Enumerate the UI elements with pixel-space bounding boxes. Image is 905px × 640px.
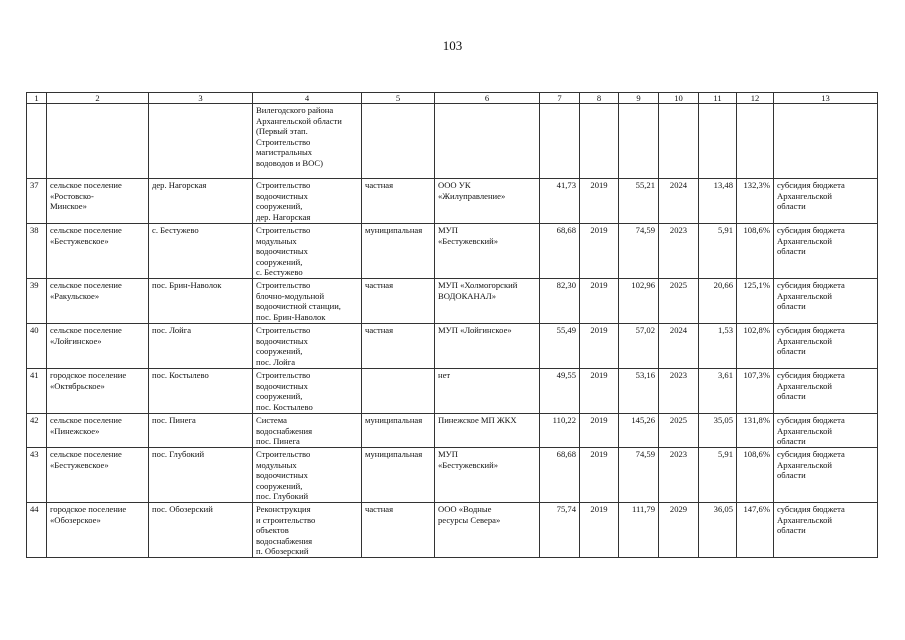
cell-funding: субсидия бюджета Архангельской области — [774, 323, 878, 368]
cell-year-target: 2023 — [659, 224, 699, 279]
data-table — [26, 92, 878, 558]
cell-cost-base: 55,49 — [540, 323, 580, 368]
cell-funding: субсидия бюджета Архангельской области — [774, 368, 878, 413]
column-header: 2 — [47, 93, 149, 104]
cell-year-base: 2019 — [580, 179, 619, 224]
column-header: 13 — [774, 93, 878, 104]
cell-year-base: 2019 — [580, 224, 619, 279]
table-row — [27, 323, 878, 368]
cell-number: 43 — [27, 447, 47, 502]
cell-settlement: сельское поселение «Бестужевское» — [47, 447, 149, 502]
cell-year-target: 2024 — [659, 323, 699, 368]
cell-locality: пос. Пинега — [149, 413, 253, 447]
cell-year-target: 2025 — [659, 278, 699, 323]
cell-settlement: сельское поселение «Ростовско- Минское» — [47, 179, 149, 224]
cell-number — [27, 104, 47, 179]
cell-year — [659, 104, 699, 179]
cell-year-base: 2019 — [580, 323, 619, 368]
cell-cost-base: 41,73 — [540, 179, 580, 224]
column-header: 10 — [659, 93, 699, 104]
cell-project: Строительство блочно-модульной водоочистной станции, пос. Брин-Наволок — [253, 278, 362, 323]
cell-settlement: сельское поселение «Бестужевское» — [47, 224, 149, 279]
column-header: 12 — [737, 93, 774, 104]
cell-locality: с. Бестужево — [149, 224, 253, 279]
column-header: 7 — [540, 93, 580, 104]
column-header: 1 — [27, 93, 47, 104]
cell-cost-increase: 1,53 — [699, 323, 737, 368]
cell-settlement: сельское поселение «Лойгинское» — [47, 323, 149, 368]
cell-year-target: 2023 — [659, 368, 699, 413]
cell-locality: пос. Брин-Наволок — [149, 278, 253, 323]
cell-locality: дер. Нагорская — [149, 179, 253, 224]
table-row — [27, 278, 878, 323]
cell-cost-increase: 35,05 — [699, 413, 737, 447]
cell-ownership: частная — [362, 502, 435, 557]
cell-year-target: 2025 — [659, 413, 699, 447]
cell-year-target: 2023 — [659, 447, 699, 502]
cell-number: 44 — [27, 502, 47, 557]
column-header: 11 — [699, 93, 737, 104]
cell-ownership: муниципальная — [362, 224, 435, 279]
cell-operator: Пинежское МП ЖКХ — [435, 413, 540, 447]
cell-ownership: частная — [362, 323, 435, 368]
cell-operator: нет — [435, 368, 540, 413]
continuation-row — [27, 104, 878, 179]
cell-cost-target: 57,02 — [619, 323, 659, 368]
cell-percent: 102,8% — [737, 323, 774, 368]
cell-operator: МУП «Лойгинское» — [435, 323, 540, 368]
cell-percent: 107,3% — [737, 368, 774, 413]
cell-value — [619, 104, 659, 179]
cell-project: Строительство водоочистных сооружений, пос. Костылево — [253, 368, 362, 413]
cell-cost-target: 102,96 — [619, 278, 659, 323]
cell-cost-base: 75,74 — [540, 502, 580, 557]
cell-locality: пос. Глубокий — [149, 447, 253, 502]
table-row — [27, 447, 878, 502]
cell-percent: 147,6% — [737, 502, 774, 557]
cell-year-target: 2029 — [659, 502, 699, 557]
cell-settlement: городское поселение «Октябрьское» — [47, 368, 149, 413]
cell-settlement — [47, 104, 149, 179]
cell-funding: субсидия бюджета Архангельской области — [774, 413, 878, 447]
cell-project: Строительство модульных водоочистных сооружений, с. Бестужево — [253, 224, 362, 279]
cell-funding: субсидия бюджета Архангельской области — [774, 447, 878, 502]
cell-project: Вилегодского района Архангельской области (Первый этап. Строительство магистральных водоводов и ВОС) — [253, 104, 362, 179]
cell-value — [540, 104, 580, 179]
column-header: 9 — [619, 93, 659, 104]
cell-cost-target: 145,26 — [619, 413, 659, 447]
cell-percent — [737, 104, 774, 179]
table-row — [27, 368, 878, 413]
cell-year-target: 2024 — [659, 179, 699, 224]
cell-cost-base: 110,22 — [540, 413, 580, 447]
cell-percent: 108,6% — [737, 224, 774, 279]
cell-cost-target: 55,21 — [619, 179, 659, 224]
cell-settlement: городское поселение «Обозерское» — [47, 502, 149, 557]
cell-funding: субсидия бюджета Архангельской области — [774, 179, 878, 224]
cell-operator: МУП «Бестужевский» — [435, 447, 540, 502]
cell-ownership: муниципальная — [362, 413, 435, 447]
cell-locality: пос. Обозерский — [149, 502, 253, 557]
cell-ownership — [362, 368, 435, 413]
cell-cost-increase: 20,66 — [699, 278, 737, 323]
cell-project: Система водоснабжения пос. Пинега — [253, 413, 362, 447]
cell-year — [580, 104, 619, 179]
cell-cost-target: 53,16 — [619, 368, 659, 413]
cell-locality — [149, 104, 253, 179]
cell-number: 38 — [27, 224, 47, 279]
cell-cost-target: 74,59 — [619, 447, 659, 502]
cell-cost-base: 82,30 — [540, 278, 580, 323]
cell-funding: субсидия бюджета Архангельской области — [774, 224, 878, 279]
cell-operator: МУП «Бестужевский» — [435, 224, 540, 279]
table-row — [27, 502, 878, 557]
page-number: 103 — [442, 38, 463, 53]
cell-cost-base: 68,68 — [540, 447, 580, 502]
cell-number: 42 — [27, 413, 47, 447]
header-row — [27, 93, 878, 104]
column-header: 6 — [435, 93, 540, 104]
cell-cost-increase: 36,05 — [699, 502, 737, 557]
cell-cost-increase: 3,61 — [699, 368, 737, 413]
table-row — [27, 224, 878, 279]
cell-operator: ООО УК «Жилуправление» — [435, 179, 540, 224]
cell-funding — [774, 104, 878, 179]
cell-ownership — [362, 104, 435, 179]
cell-number: 39 — [27, 278, 47, 323]
cell-funding: субсидия бюджета Архангельской области — [774, 278, 878, 323]
cell-locality: пос. Лойга — [149, 323, 253, 368]
cell-percent: 108,6% — [737, 447, 774, 502]
cell-year-base: 2019 — [580, 278, 619, 323]
cell-operator: ООО «Водные ресурсы Севера» — [435, 502, 540, 557]
cell-funding: субсидия бюджета Архангельской области — [774, 502, 878, 557]
cell-number: 40 — [27, 323, 47, 368]
cell-operator: МУП «Холмогорский ВОДОКАНАЛ» — [435, 278, 540, 323]
cell-ownership: частная — [362, 179, 435, 224]
column-header: 8 — [580, 93, 619, 104]
table-row — [27, 413, 878, 447]
cell-year-base: 2019 — [580, 447, 619, 502]
cell-percent: 125,1% — [737, 278, 774, 323]
cell-ownership: частная — [362, 278, 435, 323]
cell-cost-increase: 5,91 — [699, 447, 737, 502]
cell-number: 41 — [27, 368, 47, 413]
cell-cost-base: 68,68 — [540, 224, 580, 279]
column-header: 5 — [362, 93, 435, 104]
cell-year-base: 2019 — [580, 413, 619, 447]
cell-cost-target: 74,59 — [619, 224, 659, 279]
table-row — [27, 179, 878, 224]
cell-ownership: муниципальная — [362, 447, 435, 502]
cell-settlement: сельское поселение «Ракульское» — [47, 278, 149, 323]
cell-year-base: 2019 — [580, 502, 619, 557]
cell-locality: пос. Костылево — [149, 368, 253, 413]
cell-cost-base: 49,55 — [540, 368, 580, 413]
cell-cost-target: 111,79 — [619, 502, 659, 557]
cell-cost-increase: 13,48 — [699, 179, 737, 224]
cell-percent: 132,3% — [737, 179, 774, 224]
cell-year-base: 2019 — [580, 368, 619, 413]
cell-value — [699, 104, 737, 179]
cell-operator — [435, 104, 540, 179]
cell-number: 37 — [27, 179, 47, 224]
cell-project: Строительство водоочистных сооружений, дер. Нагорская — [253, 179, 362, 224]
column-header: 4 — [253, 93, 362, 104]
cell-project: Строительство водоочистных сооружений, пос. Лойга — [253, 323, 362, 368]
column-header: 3 — [149, 93, 253, 104]
cell-project: Строительство модульных водоочистных сооружений, пос. Глубокий — [253, 447, 362, 502]
cell-percent: 131,8% — [737, 413, 774, 447]
cell-project: Реконструкция и строительство объектов водоснабжения п. Обозерский — [253, 502, 362, 557]
cell-settlement: сельское поселение «Пинежское» — [47, 413, 149, 447]
cell-cost-increase: 5,91 — [699, 224, 737, 279]
